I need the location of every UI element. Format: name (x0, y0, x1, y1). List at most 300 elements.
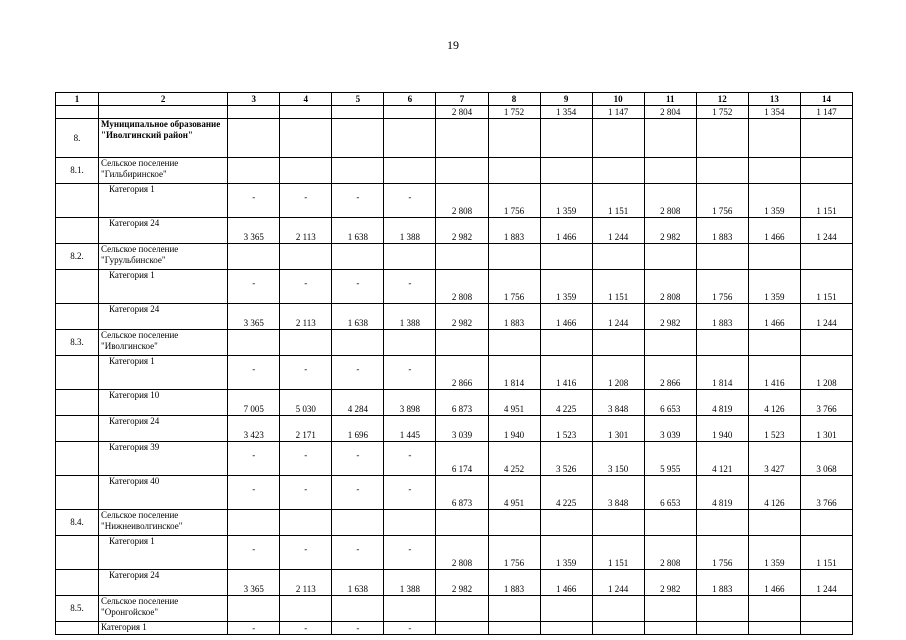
value-cell: 1 359 (540, 536, 592, 570)
table-row (56, 622, 853, 635)
table-row (56, 442, 853, 476)
value-cell: 4 252 (488, 442, 540, 476)
value-cell (332, 330, 384, 356)
value-cell: 1 696 (332, 416, 384, 442)
value-cell: - (384, 622, 436, 635)
row-label-cell: Сельское поселение "Нижнеиволгинское" (99, 510, 228, 536)
tariff-table (55, 92, 853, 635)
value-cell: 3 526 (540, 442, 592, 476)
value-cell: 1 244 (592, 570, 644, 596)
value-cell (748, 330, 800, 356)
value-cell: - (332, 622, 384, 635)
value-cell: 1 359 (748, 184, 800, 218)
value-cell: 1 466 (540, 304, 592, 330)
value-cell: 2 982 (644, 218, 696, 244)
value-cell: 1 147 (800, 106, 852, 119)
value-cell: 1 466 (748, 218, 800, 244)
value-cell: 2 808 (436, 270, 488, 304)
value-cell: 1 388 (384, 304, 436, 330)
value-cell (384, 510, 436, 536)
value-cell: 1 151 (800, 184, 852, 218)
value-cell: 2 171 (280, 416, 332, 442)
value-cell (748, 244, 800, 270)
value-cell: - (228, 622, 280, 635)
value-cell (488, 596, 540, 622)
value-cell (592, 622, 644, 635)
value-cell: 1 638 (332, 304, 384, 330)
value-cell: - (332, 356, 384, 390)
value-cell: 1 208 (592, 356, 644, 390)
value-cell (332, 119, 384, 158)
value-cell (280, 510, 332, 536)
value-cell (800, 622, 852, 635)
value-cell (488, 119, 540, 158)
value-cell (488, 622, 540, 635)
value-cell: 2 804 (644, 106, 696, 119)
value-cell: - (280, 622, 332, 635)
value-cell: 4 126 (748, 476, 800, 510)
value-cell: 1 151 (800, 536, 852, 570)
value-cell: 2 982 (436, 570, 488, 596)
column-header: 11 (644, 93, 696, 106)
value-cell: 7 005 (228, 390, 280, 416)
row-label-cell: Категория 1 (99, 184, 228, 218)
value-cell: 1 388 (384, 570, 436, 596)
value-cell: 2 113 (280, 218, 332, 244)
value-cell (800, 158, 852, 184)
column-header: 1 (56, 93, 99, 106)
value-cell (592, 510, 644, 536)
value-cell: 6 653 (644, 476, 696, 510)
value-cell: 2 113 (280, 570, 332, 596)
value-cell (644, 510, 696, 536)
value-cell: 1 354 (540, 106, 592, 119)
value-cell: - (228, 356, 280, 390)
value-cell: 2 113 (280, 304, 332, 330)
row-number-cell: 8.1. (56, 158, 99, 184)
table-header-row (56, 93, 853, 106)
value-cell: 1 416 (540, 356, 592, 390)
value-cell: 1 756 (488, 184, 540, 218)
value-cell (800, 244, 852, 270)
table-row (56, 330, 853, 356)
column-header: 13 (748, 93, 800, 106)
value-cell: 6 174 (436, 442, 488, 476)
value-cell: - (228, 476, 280, 510)
value-cell: - (384, 442, 436, 476)
value-cell: 3 423 (228, 416, 280, 442)
value-cell: 4 225 (540, 476, 592, 510)
value-cell (800, 510, 852, 536)
value-cell (384, 119, 436, 158)
table-row (56, 184, 853, 218)
row-number-cell (56, 304, 99, 330)
value-cell: - (228, 270, 280, 304)
value-cell: 3 848 (592, 476, 644, 510)
row-number-cell: 8.4. (56, 510, 99, 536)
value-cell: - (332, 184, 384, 218)
table-row (56, 218, 853, 244)
value-cell (384, 158, 436, 184)
value-cell: 5 955 (644, 442, 696, 476)
value-cell: 1 359 (748, 270, 800, 304)
value-cell (696, 330, 748, 356)
value-cell: 1 301 (800, 416, 852, 442)
row-label-cell: Категория 24 (99, 218, 228, 244)
row-number-cell: 8.5. (56, 596, 99, 622)
value-cell: 1 445 (384, 416, 436, 442)
value-cell (644, 244, 696, 270)
value-cell: 3 848 (592, 390, 644, 416)
page-number: 19 (447, 38, 459, 52)
value-cell (540, 330, 592, 356)
row-number-cell: 8.3. (56, 330, 99, 356)
value-cell: 2 808 (436, 184, 488, 218)
value-cell: 1 244 (800, 570, 852, 596)
value-cell: - (280, 270, 332, 304)
value-cell: 1 756 (696, 184, 748, 218)
value-cell: - (384, 356, 436, 390)
value-cell: 3 766 (800, 476, 852, 510)
value-cell (748, 622, 800, 635)
value-cell: 1 752 (696, 106, 748, 119)
value-cell: - (332, 476, 384, 510)
value-cell (436, 330, 488, 356)
row-label-cell (99, 106, 228, 119)
row-label-cell: Муниципальное образование "Иволгинский район" (99, 119, 228, 158)
value-cell (540, 510, 592, 536)
column-header: 10 (592, 93, 644, 106)
table-row (56, 570, 853, 596)
row-label-cell: Категория 24 (99, 416, 228, 442)
value-cell: - (280, 184, 332, 218)
value-cell (332, 510, 384, 536)
value-cell: 1 244 (800, 304, 852, 330)
value-cell (436, 244, 488, 270)
value-cell: - (332, 536, 384, 570)
value-cell (228, 596, 280, 622)
table-row (56, 476, 853, 510)
value-cell (280, 596, 332, 622)
value-cell: - (332, 270, 384, 304)
value-cell (280, 119, 332, 158)
value-cell: 1 638 (332, 570, 384, 596)
value-cell (228, 244, 280, 270)
value-cell: 2 982 (644, 304, 696, 330)
value-cell: 1 940 (488, 416, 540, 442)
row-label-cell: Категория 1 (99, 622, 228, 635)
table-row (56, 390, 853, 416)
value-cell: 2 808 (644, 270, 696, 304)
value-cell: 3 427 (748, 442, 800, 476)
row-number-cell (56, 536, 99, 570)
column-header: 2 (99, 93, 228, 106)
value-cell (384, 330, 436, 356)
value-cell (540, 158, 592, 184)
value-cell: 1 940 (696, 416, 748, 442)
value-cell: 2 804 (436, 106, 488, 119)
value-cell (696, 622, 748, 635)
value-cell (332, 106, 384, 119)
value-cell: - (280, 356, 332, 390)
value-cell: 4 819 (696, 476, 748, 510)
value-cell (592, 158, 644, 184)
row-number-cell (56, 218, 99, 244)
value-cell (592, 119, 644, 158)
value-cell: 1 883 (488, 304, 540, 330)
row-label-cell: Сельское поселение "Оронгойское" (99, 596, 228, 622)
value-cell: 1 756 (488, 270, 540, 304)
value-cell: 3 150 (592, 442, 644, 476)
value-cell: 1 151 (592, 184, 644, 218)
row-number-cell (56, 106, 99, 119)
value-cell: 1 883 (488, 570, 540, 596)
value-cell: 4 819 (696, 390, 748, 416)
value-cell: 1 244 (592, 304, 644, 330)
value-cell: - (228, 184, 280, 218)
column-header: 5 (332, 93, 384, 106)
value-cell: 1 756 (488, 536, 540, 570)
value-cell: 1 244 (592, 218, 644, 244)
table-row (56, 596, 853, 622)
value-cell (436, 119, 488, 158)
table-row (56, 510, 853, 536)
row-label-cell: Категория 10 (99, 390, 228, 416)
value-cell: 2 808 (644, 184, 696, 218)
table-row (56, 536, 853, 570)
value-cell: 3 766 (800, 390, 852, 416)
value-cell: 1 752 (488, 106, 540, 119)
column-header: 3 (228, 93, 280, 106)
value-cell: 1 814 (696, 356, 748, 390)
value-cell: 1 147 (592, 106, 644, 119)
value-cell (228, 106, 280, 119)
value-cell (800, 119, 852, 158)
value-cell (800, 596, 852, 622)
value-cell (436, 596, 488, 622)
value-cell: 1 416 (748, 356, 800, 390)
value-cell (644, 330, 696, 356)
value-cell (644, 158, 696, 184)
value-cell (644, 596, 696, 622)
row-label-cell: Категория 1 (99, 536, 228, 570)
row-number-cell (56, 442, 99, 476)
value-cell (748, 158, 800, 184)
table-row (56, 119, 853, 158)
value-cell (540, 622, 592, 635)
row-number-cell (56, 416, 99, 442)
value-cell: 4 121 (696, 442, 748, 476)
column-header: 8 (488, 93, 540, 106)
value-cell: 1 359 (540, 270, 592, 304)
value-cell (748, 119, 800, 158)
value-cell (540, 596, 592, 622)
table-row (56, 416, 853, 442)
value-cell: 1 466 (540, 570, 592, 596)
value-cell: 1 756 (696, 536, 748, 570)
row-number-cell (56, 390, 99, 416)
value-cell: 1 883 (696, 570, 748, 596)
value-cell (488, 244, 540, 270)
value-cell: 1 638 (332, 218, 384, 244)
value-cell: 2 808 (436, 536, 488, 570)
value-cell (332, 596, 384, 622)
row-number-cell (56, 184, 99, 218)
value-cell (592, 244, 644, 270)
value-cell (384, 106, 436, 119)
value-cell (644, 119, 696, 158)
value-cell (228, 119, 280, 158)
row-label-cell: Категория 24 (99, 304, 228, 330)
value-cell (228, 510, 280, 536)
row-label-cell: Сельское поселение "Гильбиринское" (99, 158, 228, 184)
value-cell: 2 982 (436, 304, 488, 330)
value-cell (436, 510, 488, 536)
value-cell: - (332, 442, 384, 476)
value-cell (696, 119, 748, 158)
value-cell: 3 898 (384, 390, 436, 416)
value-cell: 1 208 (800, 356, 852, 390)
table-row (56, 270, 853, 304)
value-cell: - (384, 270, 436, 304)
value-cell (488, 510, 540, 536)
value-cell: - (280, 536, 332, 570)
value-cell: 5 030 (280, 390, 332, 416)
value-cell (696, 244, 748, 270)
value-cell: 1 883 (488, 218, 540, 244)
value-cell (280, 158, 332, 184)
value-cell: - (228, 536, 280, 570)
table-row (56, 356, 853, 390)
value-cell: - (280, 476, 332, 510)
value-cell: 4 951 (488, 476, 540, 510)
row-number-cell (56, 622, 99, 635)
value-cell: 4 126 (748, 390, 800, 416)
value-cell (280, 330, 332, 356)
value-cell (748, 596, 800, 622)
row-number-cell: 8.2. (56, 244, 99, 270)
value-cell (488, 158, 540, 184)
value-cell: 2 866 (436, 356, 488, 390)
value-cell: 2 866 (644, 356, 696, 390)
table-row (56, 106, 853, 119)
value-cell (436, 622, 488, 635)
column-header: 9 (540, 93, 592, 106)
value-cell: 1 354 (748, 106, 800, 119)
value-cell (800, 330, 852, 356)
value-cell (332, 158, 384, 184)
value-cell (540, 244, 592, 270)
value-cell: 3 365 (228, 304, 280, 330)
value-cell: - (384, 476, 436, 510)
value-cell (488, 330, 540, 356)
row-number-cell: 8. (56, 119, 99, 158)
value-cell: 1 151 (592, 536, 644, 570)
value-cell: 1 466 (540, 218, 592, 244)
value-cell (228, 158, 280, 184)
value-cell (644, 622, 696, 635)
value-cell: 2 808 (644, 536, 696, 570)
value-cell: 3 068 (800, 442, 852, 476)
value-cell: 1 466 (748, 304, 800, 330)
value-cell (228, 330, 280, 356)
value-cell: - (280, 442, 332, 476)
row-label-cell: Категория 1 (99, 356, 228, 390)
value-cell: 6 873 (436, 390, 488, 416)
value-cell: 1 151 (592, 270, 644, 304)
value-cell: 1 756 (696, 270, 748, 304)
value-cell: 4 951 (488, 390, 540, 416)
table-row (56, 158, 853, 184)
value-cell: 1 301 (592, 416, 644, 442)
value-cell: 1 883 (696, 304, 748, 330)
value-cell (696, 158, 748, 184)
value-cell: 1 883 (696, 218, 748, 244)
row-number-cell (56, 570, 99, 596)
row-label-cell: Категория 40 (99, 476, 228, 510)
value-cell: 3 039 (436, 416, 488, 442)
value-cell (384, 244, 436, 270)
value-cell: 1 359 (748, 536, 800, 570)
column-header: 6 (384, 93, 436, 106)
value-cell: 1 466 (748, 570, 800, 596)
value-cell: - (384, 536, 436, 570)
column-header: 7 (436, 93, 488, 106)
value-cell: 6 873 (436, 476, 488, 510)
row-label-cell: Категория 24 (99, 570, 228, 596)
value-cell: 1 523 (748, 416, 800, 442)
row-label-cell: Сельское поселение "Гурульбинское" (99, 244, 228, 270)
table-row (56, 244, 853, 270)
column-header: 14 (800, 93, 852, 106)
value-cell: 2 982 (644, 570, 696, 596)
row-label-cell: Категория 1 (99, 270, 228, 304)
value-cell (696, 510, 748, 536)
value-cell: 1 151 (800, 270, 852, 304)
value-cell (280, 106, 332, 119)
value-cell: 3 365 (228, 218, 280, 244)
table-row (56, 304, 853, 330)
row-label-cell: Сельское поселение "Иволгинское" (99, 330, 228, 356)
value-cell (592, 596, 644, 622)
value-cell: 4 284 (332, 390, 384, 416)
value-cell (696, 596, 748, 622)
value-cell: 6 653 (644, 390, 696, 416)
row-label-cell: Категория 39 (99, 442, 228, 476)
column-header: 4 (280, 93, 332, 106)
value-cell: 1 523 (540, 416, 592, 442)
value-cell: 3 039 (644, 416, 696, 442)
value-cell (748, 510, 800, 536)
value-cell (592, 330, 644, 356)
row-number-cell (56, 270, 99, 304)
value-cell: 1 359 (540, 184, 592, 218)
value-cell: - (384, 184, 436, 218)
row-number-cell (56, 476, 99, 510)
value-cell (332, 244, 384, 270)
value-cell: 2 982 (436, 218, 488, 244)
row-number-cell (56, 356, 99, 390)
value-cell: 1 388 (384, 218, 436, 244)
value-cell (436, 158, 488, 184)
value-cell: 4 225 (540, 390, 592, 416)
value-cell: 1 244 (800, 218, 852, 244)
value-cell: - (228, 442, 280, 476)
value-cell: 1 814 (488, 356, 540, 390)
value-cell: 3 365 (228, 570, 280, 596)
value-cell (540, 119, 592, 158)
column-header: 12 (696, 93, 748, 106)
